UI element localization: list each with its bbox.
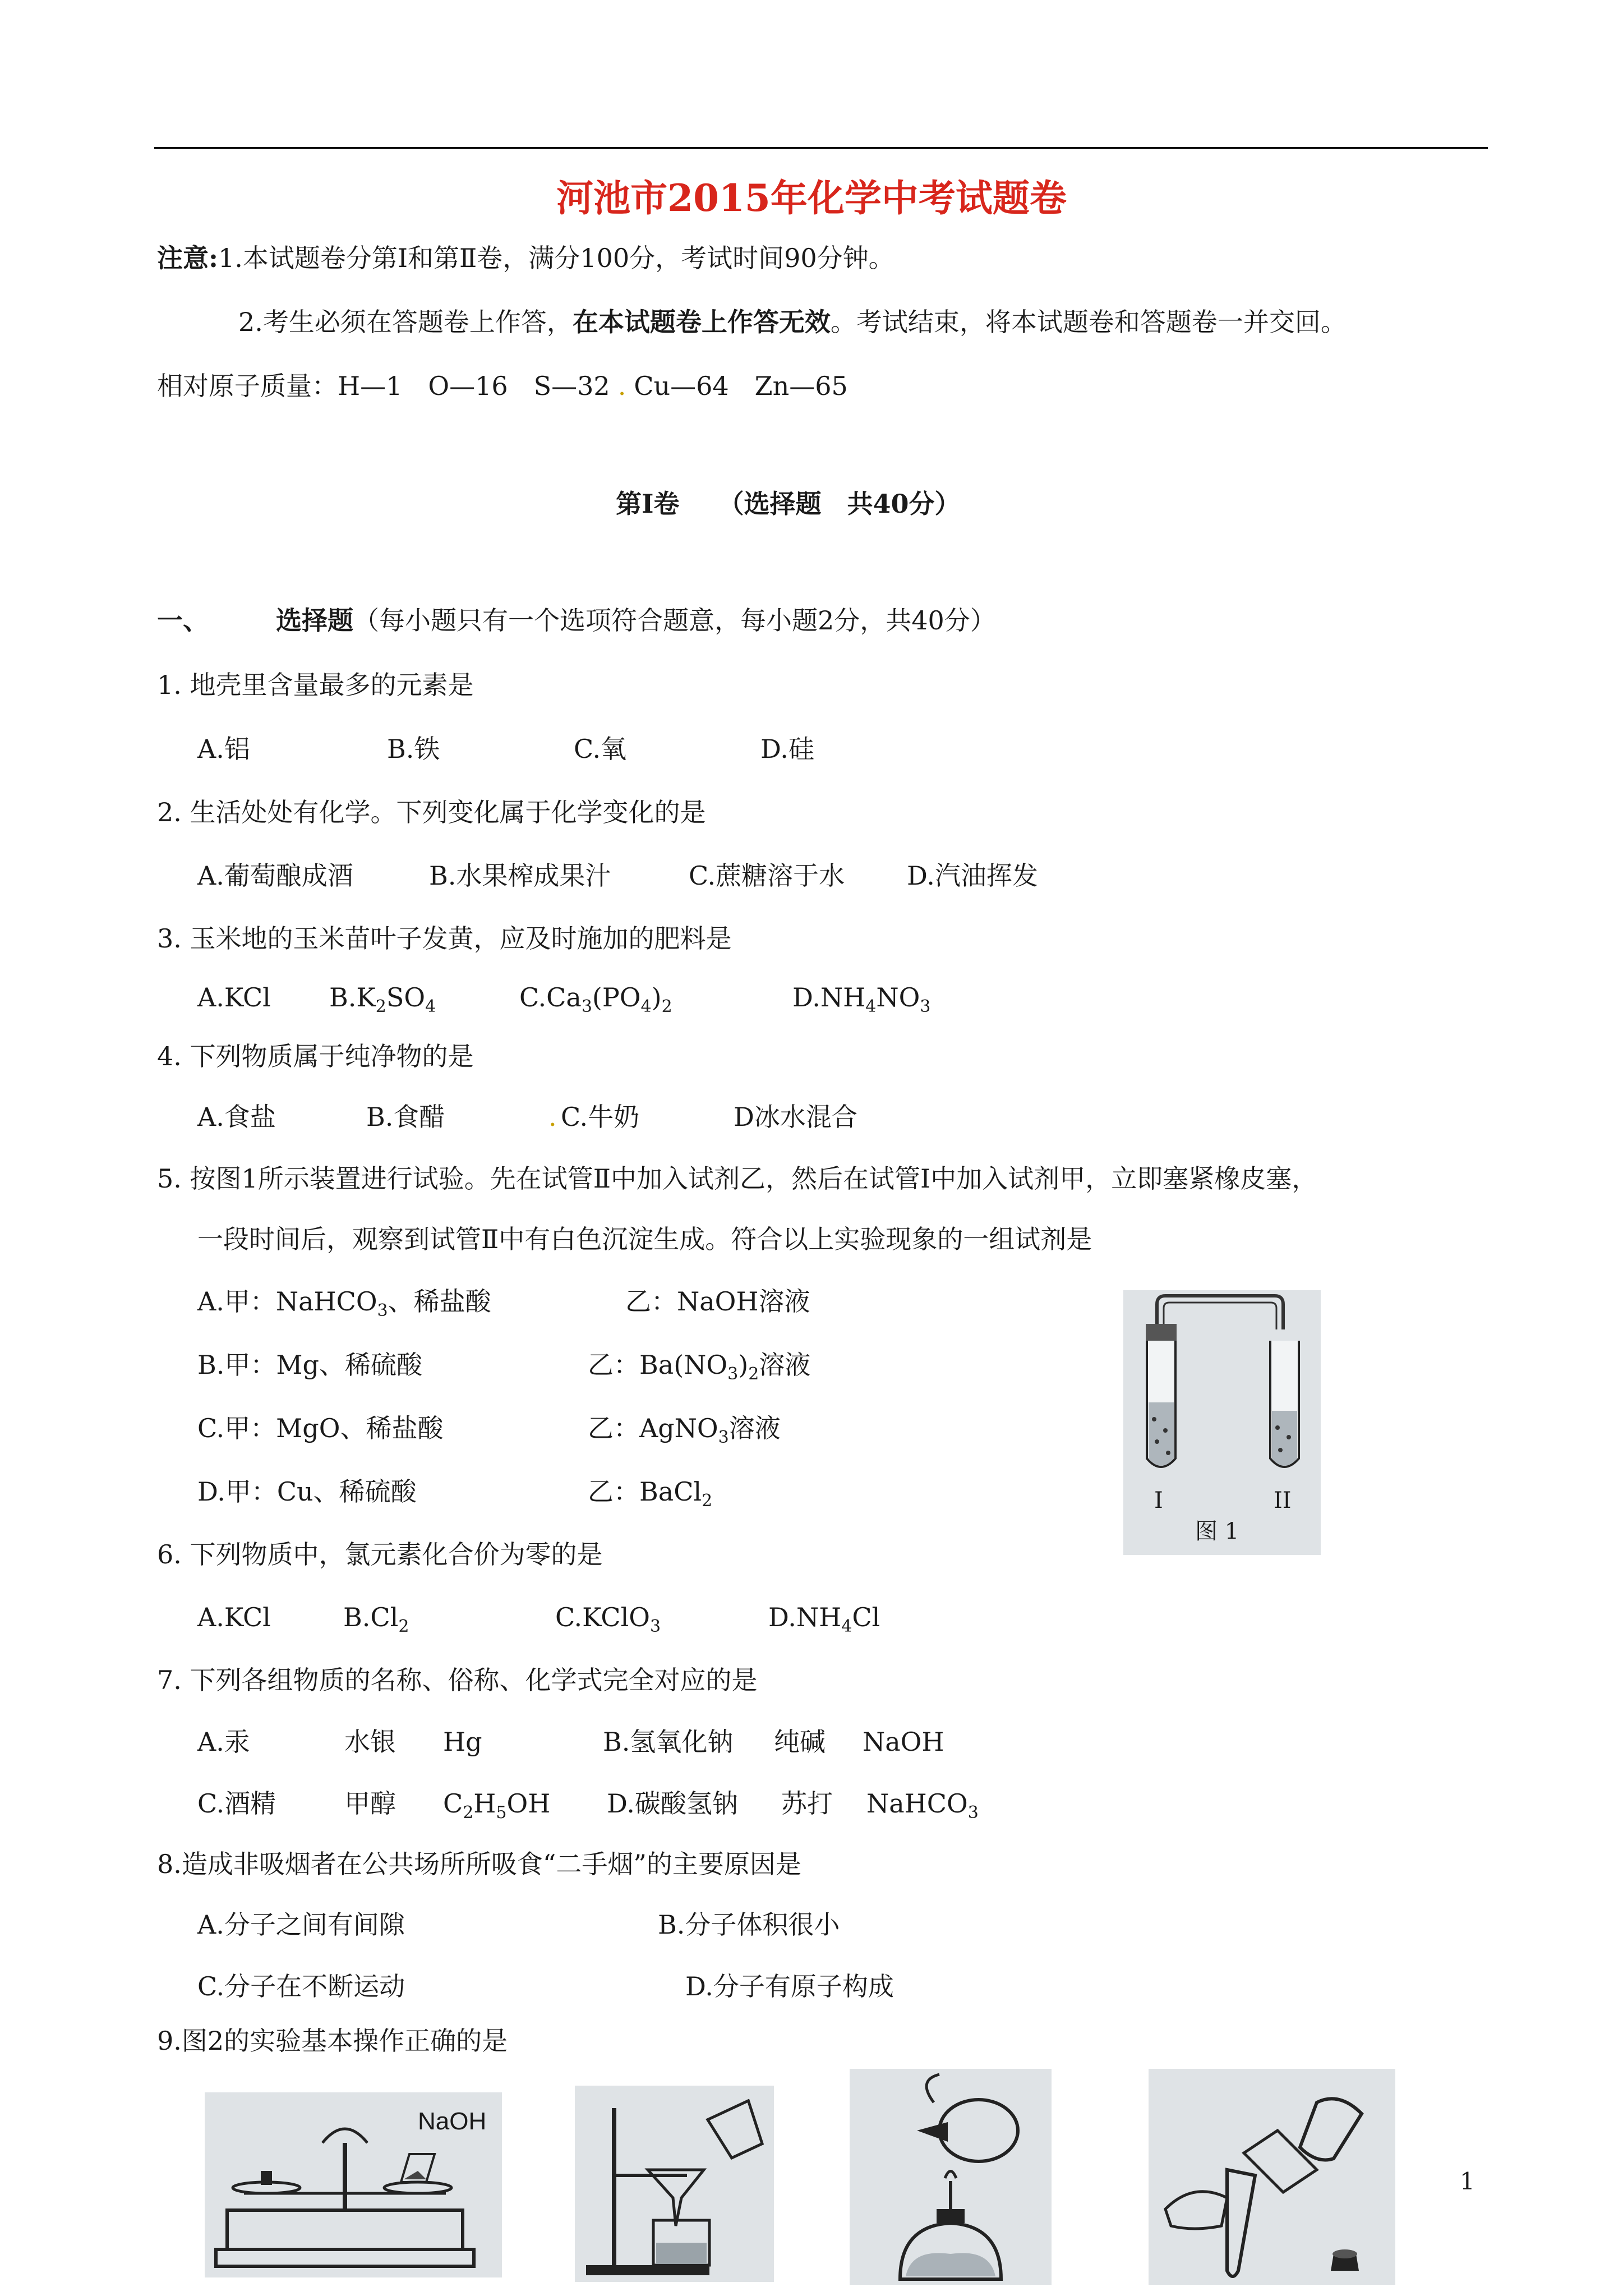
q3-b-mid: SO — [386, 982, 426, 1013]
q5-option-d-right — [588, 1476, 713, 1511]
q5-option-b-right — [588, 1352, 810, 1383]
q5-option-d-left: D.甲：Cu、稀硫酸 — [197, 1476, 417, 1507]
q7-c-sub2: 5 — [496, 1803, 507, 1823]
q5-option-a-right: 乙：NaOH溶液 — [625, 1286, 810, 1317]
q5-a-left-text: A.甲：NaHCO — [197, 1286, 377, 1317]
q6-c-sub: 3 — [649, 1617, 661, 1636]
part1-label: 选择题 — [276, 605, 353, 636]
q3-option-b — [329, 984, 436, 1015]
q1-option-a: A.铝 — [197, 734, 250, 764]
q7-d-name: D.碳酸氢钠 — [607, 1788, 738, 1819]
notice-text2-bold: 在本试题卷上作答无效 — [572, 307, 831, 337]
notice-label: 注意: — [157, 243, 218, 273]
q7-c-formula — [443, 1788, 551, 1823]
q5-b-right-sub1: 3 — [727, 1364, 739, 1384]
q5-c-right-text: 乙：AgNO — [588, 1413, 718, 1443]
q1-stem: 1. 地壳里含量最多的元素是 — [157, 670, 474, 700]
stray-dot: . — [617, 371, 626, 401]
q2-option-a: A.葡萄酿成酒 — [197, 861, 353, 891]
q2-option-c: C.蔗糖溶于水 — [689, 861, 845, 891]
q6-stem: 6. 下列物质中，氯元素化合价为零的是 — [157, 1539, 603, 1570]
part1-heading — [157, 605, 996, 636]
q7-c-name: C.酒精 — [197, 1788, 276, 1819]
q7-d-sub: 3 — [967, 1803, 979, 1823]
notice-line1 — [157, 245, 895, 271]
q5-stem-line1: 5. 按图1所示装置进行试验。先在试管Ⅱ中加入试剂乙，然后在试管Ⅰ中加入试剂甲，立即塞紧橡皮塞， — [157, 1163, 1318, 1194]
q9-stem: 9.图2的实验基本操作正确的是 — [157, 2026, 508, 2056]
q1-option-b: B.铁 — [387, 734, 440, 764]
q6-b-sub: 2 — [398, 1617, 409, 1636]
q7-stem: 7. 下列各组物质的名称、俗称、化学式完全对应的是 — [157, 1665, 758, 1695]
q8-option-c: C.分子在不断运动 — [197, 1971, 405, 2001]
q5-option-c-right — [588, 1415, 781, 1446]
q7-c-f3: OH — [506, 1788, 551, 1819]
q5-b-right-sub2: 2 — [748, 1364, 759, 1384]
notice-line2 — [238, 309, 1347, 335]
q3-stem: 3. 玉米地的玉米苗叶子发黄，应及时施加的肥料是 — [157, 923, 732, 954]
q2-option-b: B.水果榨成果汁 — [429, 861, 611, 891]
q3-d-post: NO — [876, 982, 920, 1013]
q3-d-text: D.NH — [792, 982, 866, 1013]
q3-c-post: ) — [651, 982, 662, 1013]
alcohol-lamp-image — [850, 2069, 1052, 2285]
q6-c-text: C.KClO — [555, 1602, 650, 1632]
q5-b-right-text: 乙：Ba(NO — [588, 1350, 728, 1380]
q8-option-a: A.分子之间有间隙 — [197, 1910, 405, 1940]
q8-stem: 8.造成非吸烟者在公共场所所吸食“二手烟”的主要原因是 — [157, 1849, 801, 1879]
q7-b-formula: NaOH — [863, 1727, 944, 1757]
q3-c-sub1: 3 — [581, 997, 592, 1016]
q3-option-d — [792, 984, 930, 1015]
q7-c-f2: H — [473, 1788, 496, 1819]
filtration-icon — [575, 2086, 774, 2282]
notice-text2c: 。考试结束，将本试题卷和答题卷一并交回。 — [830, 307, 1347, 337]
q3-d-sub1: 4 — [865, 997, 877, 1016]
q6-d-post: Cl — [852, 1602, 880, 1632]
q7-a-formula: Hg — [443, 1727, 482, 1757]
section-header: 第Ⅰ卷 （选择题 共40分） — [616, 489, 961, 519]
page-title: 河池市2015年化学中考试题卷 — [556, 176, 1067, 220]
q5-b-right-mid: ) — [738, 1350, 749, 1380]
q7-d-f1: NaHCO — [866, 1788, 968, 1819]
q3-c-sub3: 2 — [661, 997, 672, 1016]
q7-a-common: 水银 — [344, 1727, 396, 1757]
atomic-mass-line — [157, 373, 848, 399]
q7-b-name: B.氢氧化钠 — [603, 1727, 734, 1757]
q3-c-mid: (PO — [592, 982, 641, 1013]
q5-d-right-text: 乙：BaCl — [588, 1476, 702, 1507]
q8-option-d: D.分子有原子构成 — [685, 1971, 894, 2001]
q1-option-c: C.氧 — [574, 734, 627, 764]
notice-text1: 1.本试题卷分第Ⅰ和第Ⅱ卷，满分100分，考试时间90分钟。 — [218, 243, 895, 273]
q7-a-name: A.汞 — [197, 1727, 250, 1757]
q3-d-sub2: 3 — [920, 997, 931, 1016]
q2-option-d: D.汽油挥发 — [907, 861, 1038, 891]
figure-1 — [1123, 1290, 1321, 1555]
fig1-label-ii: II — [1274, 1488, 1292, 1513]
q3-c-sub2: 4 — [640, 997, 652, 1016]
q7-c-common: 甲醇 — [344, 1788, 396, 1819]
q4-option-d: D冰水混合 — [734, 1102, 857, 1132]
q3-option-a: A.KCl — [197, 982, 271, 1013]
q5-stem-line2: 一段时间后，观察到试管Ⅱ中有白色沉淀生成。符合以上实验现象的一组试剂是 — [197, 1224, 1092, 1254]
notice-text2a: 2.考生必须在答题卷上作答， — [238, 307, 573, 337]
q3-b-text: B.K — [329, 982, 376, 1013]
balance-weighing-image — [205, 2092, 502, 2277]
liquid-pouring-image — [1149, 2069, 1395, 2285]
q3-option-c — [519, 984, 672, 1015]
q5-b-right-post: 溶液 — [759, 1350, 811, 1380]
q5-d-right-sub: 2 — [702, 1491, 713, 1511]
fig1-caption: 图 1 — [1195, 1519, 1239, 1544]
q5-option-b-left: B.甲：Mg、稀硫酸 — [197, 1350, 422, 1380]
q3-c-text: C.Ca — [519, 982, 582, 1013]
q6-option-d — [768, 1604, 880, 1635]
q7-d-formula — [866, 1788, 979, 1823]
q7-b-common: 纯碱 — [774, 1727, 826, 1757]
q4-option-c: C.牛奶 — [561, 1102, 640, 1132]
q1-option-d: D.硅 — [760, 734, 814, 764]
q6-option-b — [343, 1604, 409, 1635]
part1-num: 一、 — [157, 605, 209, 636]
q5-a-left-sub: 3 — [377, 1301, 388, 1320]
q5-option-a-left — [197, 1286, 491, 1320]
fig1-label-i: I — [1154, 1488, 1163, 1513]
naoh-label: NaOH — [418, 2108, 487, 2135]
page-number: 1 — [1460, 2168, 1475, 2195]
q7-d-common: 苏打 — [781, 1788, 833, 1819]
q4-option-b: B.食醋 — [366, 1102, 445, 1132]
q7-c-f1: C — [443, 1788, 463, 1819]
q4-option-a: A.食盐 — [197, 1102, 276, 1132]
q6-option-c — [555, 1604, 661, 1635]
q6-option-a: A.KCl — [197, 1602, 271, 1632]
stray-dot-q4: . — [548, 1102, 557, 1132]
atomic-mass-a: 相对原子质量：H—1 O—16 S—32 — [157, 371, 610, 401]
q7-c-sub1: 2 — [463, 1803, 474, 1823]
atomic-mass-b: Cu—64 Zn—65 — [634, 371, 848, 401]
q5-option-c-left: C.甲：MgO、稀盐酸 — [197, 1413, 444, 1443]
q8-option-b: B.分子体积很小 — [658, 1910, 840, 1940]
q3-b-sub1: 2 — [375, 997, 386, 1016]
test-tube-apparatus-icon — [1123, 1290, 1321, 1555]
header-rule — [154, 147, 1488, 149]
pouring-liquid-icon — [1149, 2069, 1395, 2285]
q6-d-text: D.NH — [768, 1602, 842, 1632]
q2-stem: 2. 生活处处有化学。下列变化属于化学变化的是 — [157, 797, 706, 827]
alcohol-lamp-icon — [850, 2069, 1052, 2285]
q5-c-right-sub: 3 — [718, 1428, 729, 1447]
q5-c-right-post: 溶液 — [728, 1413, 781, 1443]
q5-a-left-post: 、稀盐酸 — [388, 1286, 491, 1317]
filtration-image — [575, 2086, 774, 2282]
q3-b-sub2: 4 — [425, 997, 436, 1016]
q6-d-sub: 4 — [841, 1617, 852, 1636]
q4-stem: 4. 下列物质属于纯净物的是 — [157, 1041, 474, 1071]
part1-desc: （每小题只有一个选项符合题意，每小题2分，共40分） — [353, 605, 996, 636]
q6-b-text: B.Cl — [343, 1602, 399, 1632]
